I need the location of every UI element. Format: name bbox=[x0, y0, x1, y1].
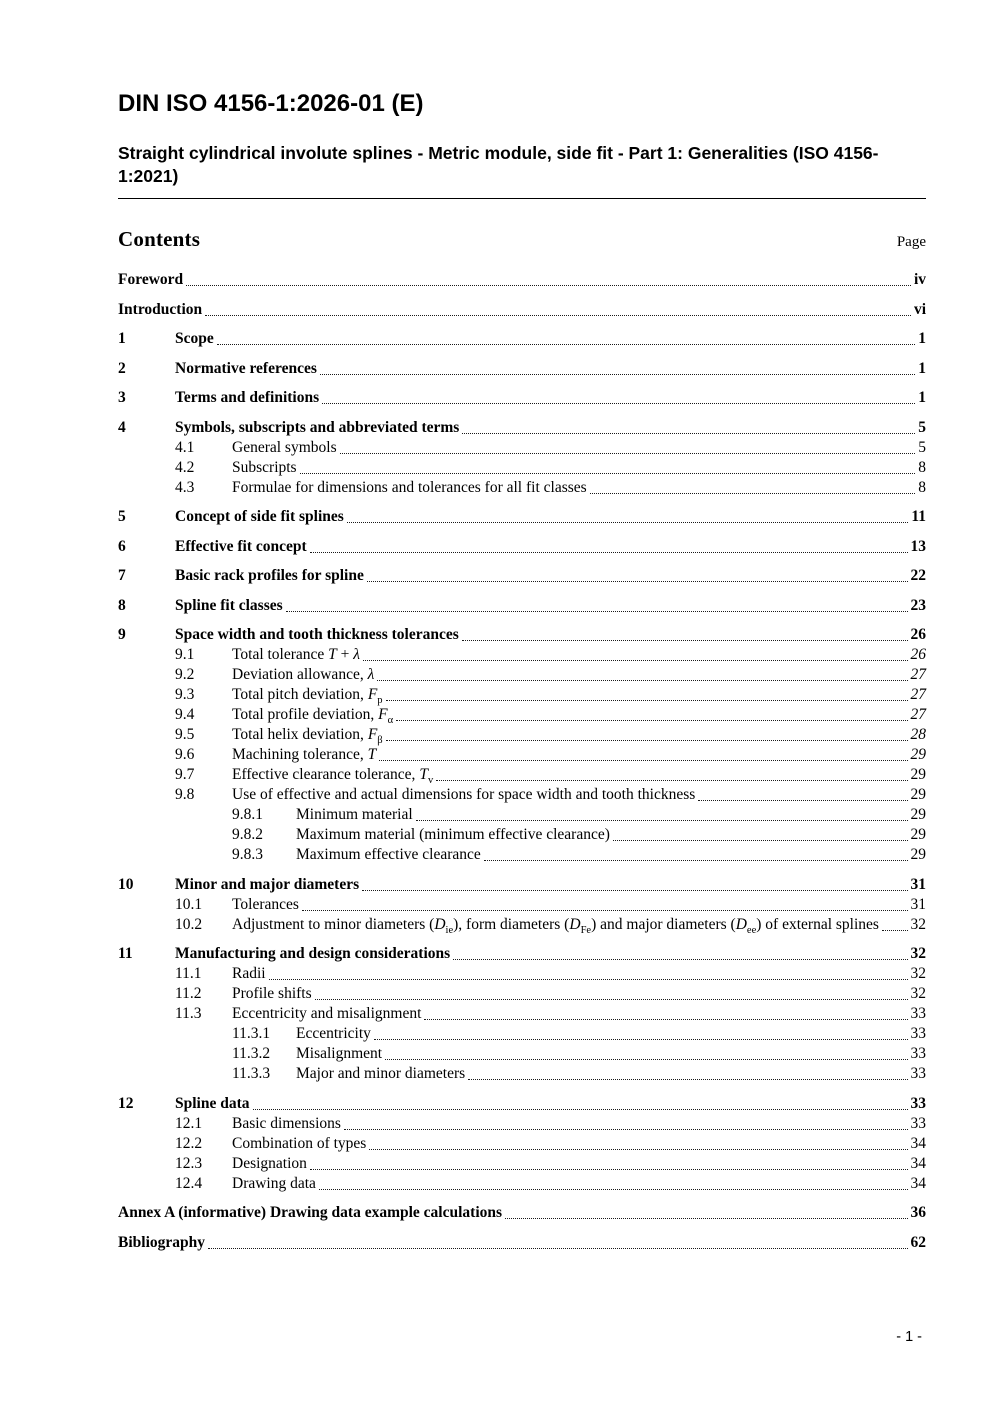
toc-entry-title: Basic rack profiles for spline bbox=[175, 567, 364, 584]
toc-entry bbox=[118, 765, 926, 785]
dot-leader bbox=[208, 1248, 908, 1249]
contents-header-row bbox=[118, 227, 926, 252]
toc-entry-title: Terms and definitions bbox=[175, 389, 320, 406]
toc-entry-number: 9.4 bbox=[175, 706, 195, 723]
toc-entry-page: 26 bbox=[910, 626, 926, 643]
toc-entry-title: Combination of types bbox=[232, 1134, 367, 1152]
toc-entry-page: 32 bbox=[910, 965, 926, 982]
toc-entry-number: 9.1 bbox=[175, 646, 195, 663]
toc-entry-page: 33 bbox=[910, 1094, 926, 1112]
toc-entry-title: Effective fit concept bbox=[175, 537, 307, 555]
dot-leader bbox=[468, 1079, 907, 1080]
toc-entry-title: Minimum material bbox=[296, 806, 413, 823]
toc-list bbox=[118, 270, 926, 1253]
toc-entry-page: 34 bbox=[910, 1134, 926, 1152]
toc-entry-title: Introduction bbox=[118, 300, 203, 318]
toc-entry-page: 1 bbox=[918, 330, 926, 347]
dot-leader bbox=[310, 552, 908, 553]
dot-leader bbox=[386, 740, 908, 741]
toc-entry bbox=[118, 745, 926, 765]
toc-entry bbox=[118, 705, 926, 725]
toc-entry-page: 34 bbox=[910, 1174, 926, 1192]
dot-leader bbox=[374, 1039, 908, 1040]
toc-entry-number: 11.3.1 bbox=[232, 1025, 271, 1042]
dot-leader bbox=[590, 493, 916, 494]
toc-entry bbox=[118, 984, 926, 1004]
toc-entry-page: 36 bbox=[910, 1204, 926, 1221]
toc-entry-page: 29 bbox=[910, 766, 926, 783]
toc-entry-number: 9.5 bbox=[175, 726, 195, 743]
toc-entry-page: 34 bbox=[910, 1154, 926, 1172]
toc-entry-title: Deviation allowance, λ bbox=[232, 666, 375, 683]
toc-entry-number: 10 bbox=[118, 875, 134, 893]
toc-entry-page: 32 bbox=[910, 915, 926, 933]
toc-entry bbox=[118, 944, 926, 964]
toc-entry-page: 27 bbox=[910, 686, 926, 703]
dot-leader bbox=[322, 403, 915, 404]
toc-entry-number: 9 bbox=[118, 626, 126, 643]
toc-entry-title: Major and minor diameters bbox=[296, 1065, 466, 1082]
toc-entry-page: 32 bbox=[910, 985, 926, 1002]
toc-entry bbox=[118, 1203, 926, 1223]
toc-entry-page: 5 bbox=[918, 418, 926, 436]
toc-entry-title: Use of effective and actual dimensions for space width and tooth thickness bbox=[232, 786, 696, 803]
toc-entry-page: 1 bbox=[918, 359, 926, 377]
toc-entry bbox=[118, 1174, 926, 1194]
toc-entry bbox=[118, 1044, 926, 1064]
toc-entry-page: 29 bbox=[910, 786, 926, 803]
dot-leader bbox=[882, 930, 908, 931]
toc-entry-number: 12.1 bbox=[175, 1114, 203, 1132]
dot-leader bbox=[362, 890, 907, 891]
toc-entry bbox=[118, 625, 926, 645]
toc-entry-page: 5 bbox=[918, 438, 926, 456]
toc-entry-title: Eccentricity and misalignment bbox=[232, 1005, 422, 1022]
toc-entry-page: 32 bbox=[910, 945, 926, 962]
toc-entry-title: Drawing data bbox=[232, 1174, 316, 1192]
toc-entry-title: Maximum material (minimum effective clearance) bbox=[296, 826, 610, 843]
toc-entry-page: 33 bbox=[910, 1005, 926, 1022]
contents-heading: Contents bbox=[118, 227, 201, 251]
toc-entry-page: 27 bbox=[910, 706, 926, 723]
toc-entry-title: Effective clearance tolerance, $T_v$ bbox=[232, 766, 434, 787]
dot-leader bbox=[416, 820, 908, 821]
toc-entry-page: 62 bbox=[910, 1233, 926, 1251]
toc-entry-title: Minor and major diameters bbox=[175, 875, 360, 893]
toc-entry-title: General symbols bbox=[232, 438, 337, 456]
toc-entry-number: 1 bbox=[118, 330, 126, 347]
toc-entry-number: 11.3 bbox=[175, 1005, 202, 1022]
toc-entry-page: 26 bbox=[910, 646, 926, 663]
dot-leader bbox=[698, 800, 907, 801]
toc-entry bbox=[118, 359, 926, 379]
toc-entry-title: Spline data bbox=[175, 1094, 250, 1112]
toc-entry bbox=[118, 1064, 926, 1084]
dot-leader bbox=[363, 660, 907, 661]
toc-entry-page: 31 bbox=[910, 895, 926, 913]
dot-leader bbox=[286, 611, 908, 612]
toc-entry-number: 11.2 bbox=[175, 985, 202, 1002]
dot-leader bbox=[344, 1129, 908, 1130]
toc-entry-number: 9.3 bbox=[175, 686, 195, 703]
toc-entry bbox=[118, 1134, 926, 1154]
toc-entry-number: 8 bbox=[118, 596, 126, 614]
toc-entry-title: Formulae for dimensions and tolerances for all fit classes bbox=[232, 478, 587, 496]
dot-leader bbox=[347, 522, 909, 523]
toc-entry-title: Space width and tooth thickness tolerances bbox=[175, 626, 459, 643]
toc-entry-number: 9.2 bbox=[175, 666, 195, 683]
toc-entry-number: 6 bbox=[118, 537, 126, 555]
toc-entry-title: Maximum effective clearance bbox=[296, 846, 481, 863]
dot-leader bbox=[462, 640, 908, 641]
toc-entry-title: Misalignment bbox=[296, 1045, 383, 1062]
toc-entry-page: 33 bbox=[910, 1045, 926, 1062]
toc-entry-title: Tolerances bbox=[232, 895, 299, 913]
dot-leader bbox=[269, 979, 908, 980]
dot-leader bbox=[253, 1109, 908, 1110]
toc-entry-page: iv bbox=[913, 271, 926, 288]
toc-entry-number: 2 bbox=[118, 359, 126, 377]
dot-leader bbox=[386, 700, 908, 701]
dot-leader bbox=[315, 999, 908, 1000]
toc-entry bbox=[118, 566, 926, 586]
toc-entry-number: 9.8.3 bbox=[232, 846, 263, 863]
toc-entry-number: 10.1 bbox=[175, 895, 203, 913]
toc-entry-number: 4.1 bbox=[175, 438, 195, 456]
toc-entry-title: Total helix deviation, $F_\beta$ bbox=[232, 726, 383, 747]
toc-entry-page: 31 bbox=[910, 875, 926, 893]
toc-entry-title: Adjustment to minor diameters $(D_{ie})$, form diameters $(D_{Fe})$ and major diameters $(D_{ee})$ of external splines bbox=[232, 915, 879, 936]
toc-entry-title: Eccentricity bbox=[296, 1025, 371, 1042]
toc-entry-title: Designation bbox=[232, 1154, 307, 1172]
toc-entry-number: 10.2 bbox=[175, 915, 203, 933]
toc-entry bbox=[118, 845, 926, 865]
toc-entry-page: 29 bbox=[910, 746, 926, 763]
toc-entry bbox=[118, 1004, 926, 1024]
toc-entry bbox=[118, 1094, 926, 1114]
toc-entry-page: 29 bbox=[910, 806, 926, 823]
toc-entry-title: Profile shifts bbox=[232, 985, 312, 1002]
toc-entry-title: Annex A (informative) Drawing data example calculations bbox=[118, 1204, 503, 1221]
toc-entry bbox=[118, 478, 926, 498]
dot-leader bbox=[186, 285, 911, 286]
toc-entry bbox=[118, 596, 926, 616]
toc-entry-number: 12.4 bbox=[175, 1174, 203, 1192]
toc-entry-title: Symbols, subscripts and abbreviated terms bbox=[175, 418, 460, 436]
toc-entry-title: Foreword bbox=[118, 271, 184, 288]
toc-entry-page: 33 bbox=[910, 1065, 926, 1082]
toc-entry-title: Bibliography bbox=[118, 1233, 205, 1251]
toc-entry bbox=[118, 388, 926, 408]
toc-entry-number: 12.3 bbox=[175, 1154, 203, 1172]
dot-leader bbox=[385, 1059, 907, 1060]
toc-entry-page: 23 bbox=[910, 596, 926, 614]
toc-entry-number: 5 bbox=[118, 508, 126, 525]
dot-leader bbox=[310, 1169, 908, 1170]
toc-entry-page: 11 bbox=[911, 508, 926, 525]
toc-entry bbox=[118, 537, 926, 557]
toc-entry bbox=[118, 895, 926, 915]
toc-entry bbox=[118, 725, 926, 745]
dot-leader bbox=[217, 344, 916, 345]
dot-leader bbox=[377, 680, 907, 681]
toc-entry bbox=[118, 1233, 926, 1253]
toc-entry-page: 33 bbox=[910, 1114, 926, 1132]
dot-leader bbox=[205, 315, 911, 316]
dot-leader bbox=[453, 959, 907, 960]
toc-entry-number: 4 bbox=[118, 418, 126, 436]
dot-leader bbox=[367, 581, 908, 582]
dot-leader bbox=[613, 840, 908, 841]
toc-entry-number: 12.2 bbox=[175, 1134, 203, 1152]
dot-leader bbox=[320, 374, 915, 375]
toc-entry bbox=[118, 418, 926, 438]
toc-entry bbox=[118, 805, 926, 825]
dot-leader bbox=[379, 760, 907, 761]
dot-leader bbox=[300, 473, 916, 474]
dot-leader bbox=[424, 1019, 907, 1020]
toc-entry-number: 4.2 bbox=[175, 458, 195, 476]
dot-leader bbox=[369, 1149, 907, 1150]
toc-entry-page: 22 bbox=[910, 567, 926, 584]
toc-entry bbox=[118, 507, 926, 527]
toc-entry-title: Concept of side fit splines bbox=[175, 508, 344, 525]
page-column-label: Page bbox=[896, 234, 926, 250]
toc-entry-number: 4.3 bbox=[175, 478, 195, 496]
dot-leader bbox=[340, 453, 916, 454]
toc-entry-title: Total pitch deviation, $F_p$ bbox=[232, 686, 383, 707]
toc-entry-title: Radii bbox=[232, 965, 266, 982]
toc-entry-title: Scope bbox=[175, 330, 214, 347]
toc-entry-number: 11.3.2 bbox=[232, 1045, 271, 1062]
toc-entry bbox=[118, 964, 926, 984]
toc-entry bbox=[118, 825, 926, 845]
toc-entry-page: 13 bbox=[910, 537, 926, 555]
dot-leader bbox=[396, 720, 907, 721]
toc-entry-title: Subscripts bbox=[232, 458, 297, 476]
toc-entry-page: 29 bbox=[910, 826, 926, 843]
toc-entry-number: 12 bbox=[118, 1094, 134, 1112]
toc-entry bbox=[118, 329, 926, 349]
toc-entry-title: Manufacturing and design considerations bbox=[175, 945, 451, 962]
dot-leader bbox=[302, 910, 908, 911]
document-number: DIN ISO 4156-1:2026-01 (E) bbox=[118, 90, 424, 117]
toc-entry bbox=[118, 785, 926, 805]
toc-entry-page: 29 bbox=[910, 846, 926, 863]
toc-entry-title: Basic dimensions bbox=[232, 1114, 341, 1132]
toc-entry bbox=[118, 438, 926, 458]
dot-leader bbox=[436, 780, 907, 781]
toc-entry-number: 11.3.3 bbox=[232, 1065, 271, 1082]
page-content bbox=[118, 0, 926, 1253]
toc-entry-number: 11.1 bbox=[175, 965, 202, 982]
toc-entry bbox=[118, 915, 926, 935]
toc-entry bbox=[118, 665, 926, 685]
toc-entry bbox=[118, 458, 926, 478]
toc-entry-number: 7 bbox=[118, 567, 126, 584]
dot-leader bbox=[319, 1189, 908, 1190]
toc-entry-page: 8 bbox=[918, 458, 926, 476]
dot-leader bbox=[505, 1218, 907, 1219]
dot-leader bbox=[462, 433, 915, 434]
toc-entry bbox=[118, 685, 926, 705]
toc-entry-title: Total tolerance T + λ bbox=[232, 646, 361, 663]
toc-entry-page: 28 bbox=[910, 726, 926, 743]
footer-page-number: - 1 - bbox=[896, 1329, 922, 1345]
toc-entry-page: 27 bbox=[910, 666, 926, 683]
document-title: Straight cylindrical involute splines - Metric module, side fit - Part 1: Generalities (ISO 4156-1:2021) bbox=[118, 142, 926, 199]
toc-entry-number: 9.8.1 bbox=[232, 806, 263, 823]
toc-entry-page: vi bbox=[913, 300, 926, 318]
toc-entry-page: 8 bbox=[918, 478, 926, 496]
toc-entry bbox=[118, 1154, 926, 1174]
toc-entry-number: 9.7 bbox=[175, 766, 195, 783]
toc-entry-page: 1 bbox=[918, 389, 926, 406]
toc-entry bbox=[118, 645, 926, 665]
dot-leader bbox=[484, 860, 908, 861]
toc-entry-number: 9.6 bbox=[175, 746, 195, 763]
toc-entry-title: Machining tolerance, T bbox=[232, 746, 377, 763]
toc-entry bbox=[118, 875, 926, 895]
toc-entry-title: Normative references bbox=[175, 359, 317, 377]
toc-entry bbox=[118, 270, 926, 290]
toc-entry-title: Spline fit classes bbox=[175, 596, 283, 614]
toc-entry-number: 11 bbox=[118, 945, 133, 962]
toc-entry-page: 33 bbox=[910, 1025, 926, 1042]
toc-entry bbox=[118, 300, 926, 320]
toc-entry-number: 9.8 bbox=[175, 786, 195, 803]
toc-entry bbox=[118, 1114, 926, 1134]
toc-entry bbox=[118, 1024, 926, 1044]
toc-entry-number: 9.8.2 bbox=[232, 826, 263, 843]
toc-entry-number: 3 bbox=[118, 389, 126, 406]
toc-entry-title: Total profile deviation, $F_\alpha$ bbox=[232, 706, 394, 727]
